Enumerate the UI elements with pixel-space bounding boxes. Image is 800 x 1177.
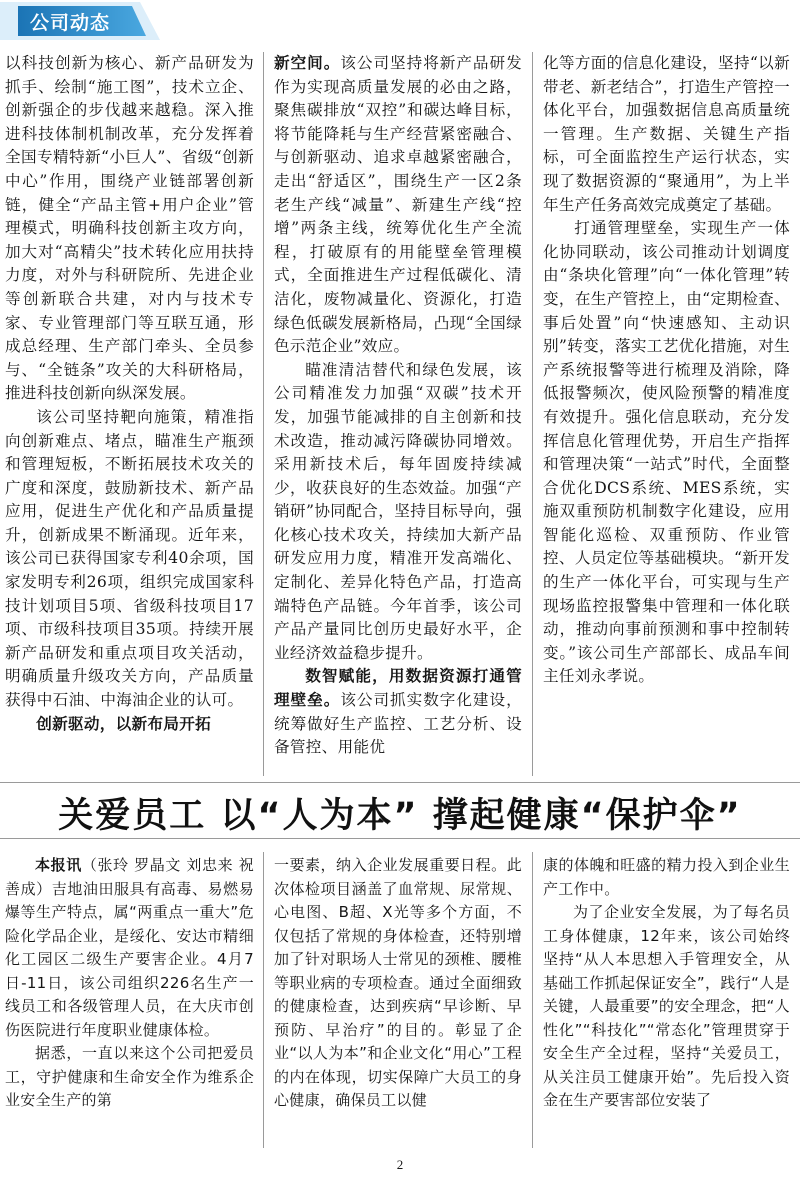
article1-paragraph: 打通管理壁垒，实现生产一体化协同联动，该公司推动计划调度由“条块化管理”向“一体化管理”转变，在生产管控上，由“定期检查、事后处置”向“快速感知、主动识别”转变，落实工艺优化措施，对生产系统报警等进行梳理及消除，降低报警频次，使风险预警的精准度有效提升。强化信息联动，充分发挥信息化管理优势，开启生产指挥和管理决策“一站式”时代，全面整合优化DCS系统、MES系统，实施双重预防机制数字化建设，应用智能化巡检、双重预防、作业管控、人员定位等基础模块。“新开发的生产一体化平台，可实现与生产现场监控报警集中管理和一体化联动，推动向事前预测和事中控制转变。”该公司生产部部长、成品车间主任刘永孝说。 bbox=[543, 219, 790, 686]
page-number: 2 bbox=[396, 1157, 404, 1172]
article2-paragraph: 一要素，纳入企业发展重要日程。此次体检项目涵盖了血常规、尿常规、心电图、B超、X光等多个方面，不仅包括了常规的身体检查，还特别增加了针对职场人士常见的颈椎、腰椎等职业病的专项检查。通过全面细致的健康检查，达到疾病“早诊断、早预防、早治疗”的目的。彰显了企业“以人为本”和企业文化“用心”工程的内在体现，切实保障广大员工的身心健康，确保员工以健 bbox=[274, 856, 522, 1109]
article1-paragraph: 该公司坚持将新产品研发作为实现高质量发展的必由之路，聚焦碳排放“双控”和碳达峰目标，将节能降耗与生产经营紧密融合、与创新驱动、追求卓越紧密融合，走出“舒适区”，围绕生产一区2条老生产线“减量”、新建生产线“控增”两条主线，统筹优化生产全流程，打破原有的用能壁垒管理模式，全面推进生产过程低碳化、清洁化，废物减量化、资源化，打造绿色低碳发展新格局，凸现“全国绿色示范企业”效应。 bbox=[274, 54, 522, 356]
article1-paragraph: 该公司抓实数字化建设，统筹做好生产监控、工艺分析、设备管控、用能优 bbox=[274, 691, 522, 757]
article1-paragraph: 化等方面的信息化建设，坚持“以新带老、新老结合”，打造生产管控一体化平台，加强数据信息高质量统一管理。生产数据、关键生产指标，可全面监控生产运行状态，实现了数据资源的“聚通用”，为上半年生产任务高效完成奠定了基础。 bbox=[543, 54, 790, 214]
article2-paragraph: 据悉，一直以来这个公司把爱员工，守护健康和生命安全作为维系企业安全生产的第 bbox=[5, 1044, 254, 1109]
column-divider bbox=[532, 52, 533, 776]
article2-paragraph: （张玲 罗晶文 刘忠来 祝善成）吉地油田服具有高毒、易燃易爆等生产特点，属“两重点一重大”危险化学品企业，是绥化、安达市精细化工园区二级生产要害企业。4月7日-11日，该公司组织226名生产一线员工和各级管理人员，在大庆市创伤医院进行年度职业健康体检。 bbox=[5, 856, 254, 1039]
article2-headline: 关爱员工 以“人为本” 撑起健康“保护伞” bbox=[58, 796, 742, 836]
article2-paragraph: 康的体魄和旺盛的精力投入到企业生产工作中。 bbox=[543, 856, 790, 898]
dateline-label: 本报讯 bbox=[35, 856, 82, 874]
article1-column-3 bbox=[543, 52, 790, 689]
article1-paragraph: 以科技创新为核心、新产品研发为抓手、绘制“施工图”，技术立企、创新强企的步伐越来越稳。深入推进科技体制机制改革，充分发挥着全国专精特新“小巨人”、省级“创新中心”作用，围绕产业链部署创新链，健全“产品主管+用户企业”管理模式，明确科技创新主攻方向，加大对“高精尖”技术转化应用扶持力度，对外与科研院所、先进企业等创新联合共建，对内与技术专家、专业管理部门等互联互通，形成总经理、生产部门牵头、全员参与、“全链条”攻关的大科研格局，推进科技创新向纵深发展。 bbox=[5, 54, 254, 403]
article2-column-3 bbox=[543, 854, 790, 1113]
section-tab bbox=[0, 0, 170, 42]
column-divider bbox=[263, 52, 264, 776]
article2-paragraph: 为了企业安全发展，为了每名员工身体健康，12年来，该公司始终坚持“从人本思想入手管理安全，从基础工作抓起保证安全”，践行“人是关键，人最重要”的安全理念，把“人性化”“科技化”“常态化”管理贯穿于安全生产全过程，坚持“关爱员工，从关注员工健康开始”。先后投入资金在生产要害部位安装了 bbox=[543, 903, 790, 1109]
subheading-digital: 数智赋能，用数据资源打通管理壁垒。 bbox=[274, 667, 522, 710]
headline-rule-bottom bbox=[0, 838, 800, 839]
headline-rule-top bbox=[0, 782, 800, 783]
article1-paragraph: 瞄准清洁替代和绿色发展，该公司精准发力加强“双碳”技术开发，加强节能减排的自主创新和技术改造，推动减污降碳协同增效。采用新技术后，每年固废持续减少，收获良好的生态效益。加强“产销研”协同配合，坚持目标导向，强化核心技术攻关，持续加大新产品研发应用力度，精准开发高端化、定制化、差异化特色产品，打造高端特色产品链。今年首季，该公司产品产量同比创历史最好水平，企业经济效益稳步提升。 bbox=[274, 360, 522, 662]
column-divider bbox=[532, 852, 533, 1148]
article2-column-1 bbox=[5, 854, 254, 1113]
column-divider bbox=[263, 852, 264, 1148]
article1-column-2 bbox=[274, 52, 522, 760]
article1-paragraph: 该公司坚持靶向施策，精准指向创新难点、堵点，瞄准生产瓶颈和管理短板，不断拓展技术攻关的广度和深度，鼓励新技术、新产品应用，促进生产优化和产品质量提升，创新成果不断涌现。近年来，该公司已获得国家专利40余项，国家发明专利26项，组织完成国家科技计划项目5项、省级科技项目17项、市级科技项目35项。持续开展新产品研发和重点项目攻关活动，明确质量升级攻关方向，产品质量获得中石油、中海油企业的认可。 bbox=[5, 407, 254, 710]
section-tab-label: 公司动态 bbox=[30, 12, 111, 34]
article1-column-1 bbox=[5, 52, 254, 736]
article2-column-2 bbox=[274, 854, 522, 1113]
subheading-continuation: 新空间。 bbox=[274, 54, 341, 72]
subheading-innovation: 创新驱动，以新布局开拓 bbox=[36, 714, 212, 733]
